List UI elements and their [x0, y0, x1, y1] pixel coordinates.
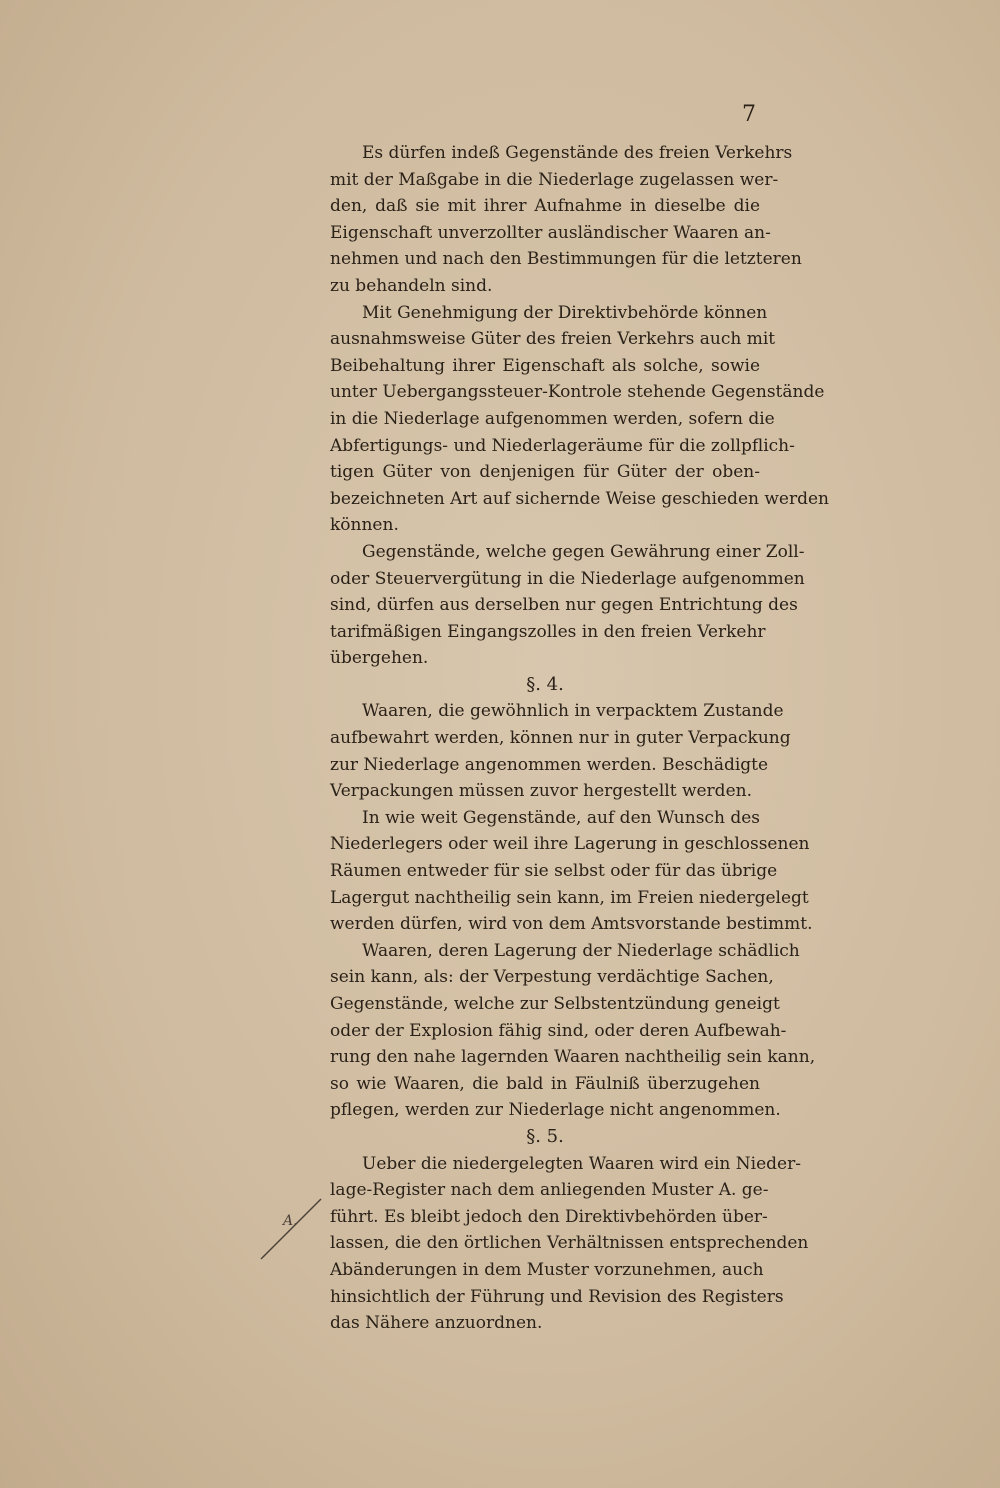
text-line: den, daß sie mit ihrer Aufnahme in dieselbe die	[330, 196, 760, 217]
handwritten-margin-mark	[255, 1195, 325, 1265]
text-line: sein kann, als: der Verpestung verdächtige Sachen,	[330, 967, 774, 988]
text-line: das Nähere anzuordnen.	[330, 1313, 543, 1334]
text-line: können.	[330, 515, 399, 536]
text-line: Abfertigungs- und Niederlageräume für die zollpflich-	[330, 435, 795, 456]
text-line: bezeichneten Art auf sichernde Weise geschieden werden	[330, 488, 829, 509]
text-line: oder Steuervergütung in die Niederlage aufgenommen	[330, 568, 805, 589]
text-line: Beibehaltung ihrer Eigenschaft als solche, sowie	[330, 355, 760, 376]
text-line: mit der Maßgabe in die Niederlage zugelassen wer-	[330, 169, 779, 190]
text-line: rung den nahe lagernden Waaren nachtheilig sein kann,	[330, 1047, 816, 1068]
text-line: Gegenstände, welche gegen Gewährung einer Zoll-	[362, 541, 805, 562]
text-line: werden dürfen, wird von dem Amtsvorstande bestimmt.	[330, 914, 813, 935]
margin-note: A.	[283, 1213, 298, 1229]
text-line: lassen, die den örtlichen Verhältnissen entsprechenden	[330, 1233, 809, 1254]
section-heading: §. 4.	[526, 673, 564, 695]
body-text	[330, 140, 829, 1337]
text-line: nehmen und nach den Bestimmungen für die letzteren	[330, 249, 802, 270]
text-line: zu behandeln sind.	[330, 275, 493, 296]
text-line: Waaren, deren Lagerung der Niederlage schädlich	[362, 940, 800, 961]
text-line: pflegen, werden zur Niederlage nicht angenommen.	[330, 1100, 781, 1121]
text-line: tarifmäßigen Eingangszolles in den freien Verkehr	[330, 621, 766, 642]
section-heading: §. 5.	[526, 1125, 564, 1147]
text-line: Niederlegers oder weil ihre Lagerung in geschlossenen	[330, 834, 810, 855]
text-line: ausnahmsweise Güter des freien Verkehrs auch mit	[330, 329, 776, 350]
text-line: lage-Register nach dem anliegenden Muster A. ge-	[330, 1180, 769, 1201]
text-line: unter Uebergangssteuer-Kontrole stehende Gegenstände	[330, 382, 825, 403]
text-line: Räumen entweder für sie selbst oder für das übrige	[330, 861, 778, 882]
text-line: sind, dürfen aus derselben nur gegen Entrichtung des	[330, 595, 798, 616]
text-line: zur Niederlage angenommen werden. Beschädigte	[330, 754, 769, 775]
page-number: 7	[742, 102, 756, 127]
text-line: Es dürfen indeß Gegenstände des freien Verkehrs	[362, 143, 793, 163]
text-line: Eigenschaft unverzollter ausländischer Waaren an-	[330, 222, 771, 243]
text-line: hinsichtlich der Führung und Revision des Registers	[330, 1286, 784, 1307]
text-line: Waaren, die gewöhnlich in verpacktem Zustande	[362, 701, 784, 722]
text-line: Abänderungen in dem Muster vorzunehmen, auch	[330, 1259, 764, 1280]
text-line: Gegenstände, welche zur Selbstentzündung geneigt	[330, 994, 780, 1014]
text-line: In wie weit Gegenstände, auf den Wunsch des	[362, 807, 760, 828]
text-line: Verpackungen müssen zuvor hergestellt werden.	[330, 781, 752, 802]
text-line: oder der Explosion fähig sind, oder deren Aufbewah-	[330, 1020, 787, 1041]
text-line: führt. Es bleibt jedoch den Direktivbehörden über-	[330, 1206, 768, 1227]
text-line: in die Niederlage aufgenommen werden, sofern die	[330, 408, 775, 429]
text-line: so wie Waaren, die bald in Fäulniß überzugehen	[330, 1073, 760, 1094]
text-line: Mit Genehmigung der Direktivbehörde können	[362, 302, 768, 323]
text-line: aufbewahrt werden, können nur in guter Verpackung	[330, 728, 791, 749]
text-line: tigen Güter von denjenigen für Güter der oben-	[330, 462, 760, 483]
text-line: übergehen.	[330, 648, 429, 669]
text-line: Lagergut nachtheilig sein kann, im Freien niedergelegt	[330, 887, 809, 908]
text-line: Ueber die niedergelegten Waaren wird ein Nieder-	[362, 1153, 801, 1174]
